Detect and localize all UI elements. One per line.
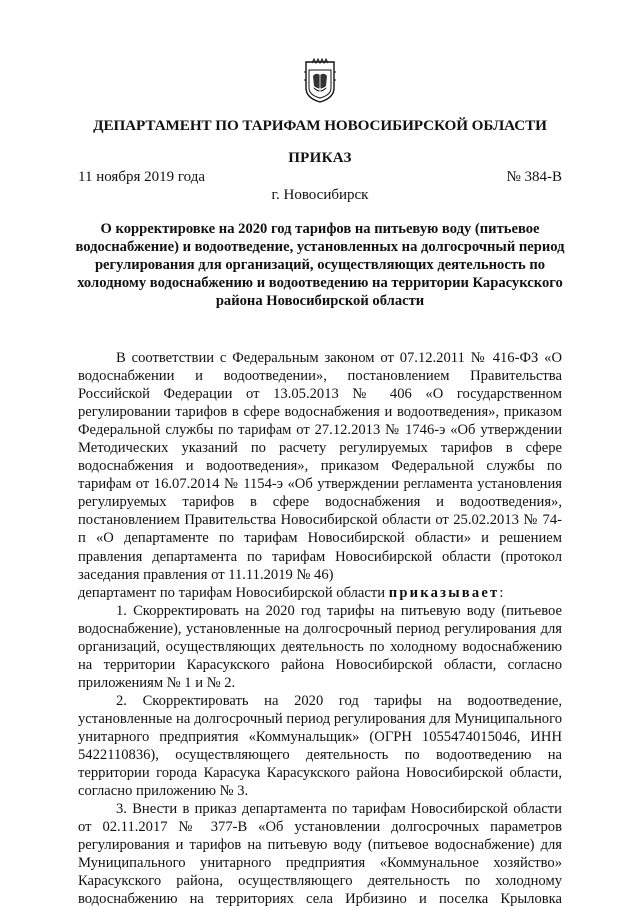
order-body xyxy=(78,349,562,908)
preamble-paragraph: В соответствии с Федеральным законом от 07.12.2011 № 416-ФЗ «О водоснабжении и водоотведении», постановлением Правительства Российской Федерации от 13.05.2013 № 406 «О государственном регулировании тарифов в сфере водоснабжения и водоотведения», приказом Федеральной службы по тарифам от 27.12.2013 № 1746-э «Об утверждении Методических указаний по расчету регулируемых тарифов в сфере водоснабжения и водоотведения», приказом Федеральной службы по тарифам от 16.07.2014 № 1154-э «Об утверждении регламента установления регулируемых тарифов в сфере водоснабжения и водоотведения», постановлением Правительства Новосибирской области от 25.02.2013 № 74-п «О департаменте по тарифам Новосибирской области» и решением правления департамента по тарифам Новосибирской области (протокол заседания правления от 11.11.2019 № 46) xyxy=(78,350,562,583)
coat-of-arms-emblem xyxy=(302,58,338,104)
item-2-paragraph: 2. Скорректировать на 2020 год тарифы на водоотведение, установленные на долгосрочный период регулирования для Муниципального унитарного предприятия «Коммунальщик» (ОГРН 1055474015046, ИНН 5422110836), осуществляющего деятельность по водоотведению на территории города Карасука Карасукского района Новосибирской области, согласно приложению № 3. xyxy=(78,692,562,800)
orders-lead: департамент по тарифам Новосибирской области xyxy=(78,584,386,601)
item-1-paragraph: 1. Скорректировать на 2020 год тарифы на питьевую воду (питьевое водоснабжение), установленные на долгосрочный период регулирования для организаций, осуществляющих деятельность по холодному водоснабжению на территории Карасукского района Новосибирской области, согласно приложениям № 1 и № 2. xyxy=(78,602,562,691)
order-date: 11 ноября 2019 года xyxy=(78,169,206,185)
orders-line xyxy=(78,584,562,602)
order-number: № 384-В xyxy=(506,169,562,185)
orders-word: приказывает xyxy=(388,584,500,601)
orders-colon: : xyxy=(499,584,504,601)
document-type: ПРИКАЗ xyxy=(288,150,352,166)
order-title: О корректировке на 2020 год тарифов на питьевую воду (питьевое водоснабжение) и водоотведение, установленных на долгосрочный период регулирования для организаций, осуществляющих деятельность по холодному водоснабжению и водоотведению на территории Карасукского района Новосибирской области xyxy=(75,221,565,309)
department-name: ДЕПАРТАМЕНТ ПО ТАРИФАМ НОВОСИБИРСКОЙ ОБЛАСТИ xyxy=(93,117,547,134)
item-3-paragraph: 3. Внести в приказ департамента по тарифам Новосибирской области от 02.11.2017 № 377-В «Об установлении долгосрочных параметров регулирования и тарифов на питьевую воду (питьевое водоснабжение) для Муниципального унитарного предприятия «Коммунальное хозяйство» Карасукского района, осуществляющего деятельность по холодному водоснабжению на территориях села Ирбизино и поселка Крыловка xyxy=(78,801,562,908)
order-city: г. Новосибирск xyxy=(271,187,369,203)
